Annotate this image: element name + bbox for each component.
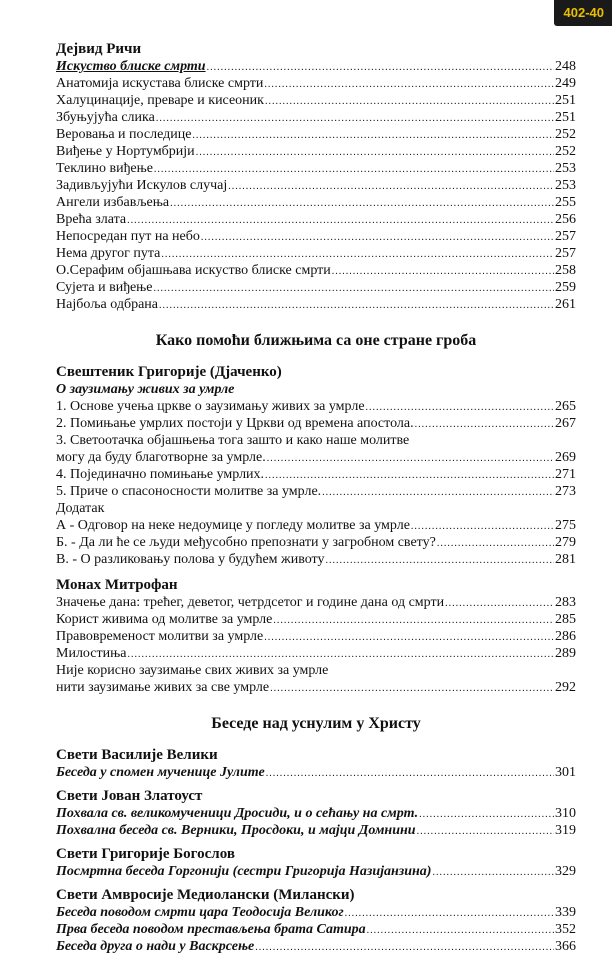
author-heading: Монах Митрофан — [56, 577, 178, 593]
toc-entry-page: 285 — [555, 612, 576, 627]
page-number-badge: 402-40 — [554, 0, 612, 26]
toc-entry-page: 286 — [555, 629, 576, 644]
toc-entry-page: 252 — [555, 127, 576, 142]
toc-entry-title: Беседа друга о нади у Васкрсење — [56, 939, 255, 954]
toc-entry-title: 1. Основе учења цркве о заузимању живих за умрле — [56, 399, 365, 414]
author-heading: Дејвид Ричи — [56, 41, 142, 57]
toc-entry-page: 267 — [555, 416, 576, 431]
toc-entry-title: Анатомија искустава блиске смрти — [56, 76, 264, 91]
dot-leader — [228, 178, 554, 195]
toc-entry-title: Виђење у Нортумбрији — [56, 144, 195, 159]
toc-entry-page: 256 — [555, 212, 576, 227]
toc-entry-page: 275 — [555, 518, 576, 533]
toc-entry-page: 258 — [555, 263, 576, 278]
toc-entry-title: Беседа поводом смрти цара Теодосија Великог — [56, 905, 344, 920]
toc-entry-first-line: 3. Светоотачка објашњења тога зашто и како наше молитве — [56, 433, 410, 448]
dot-leader — [437, 535, 554, 552]
dot-leader — [322, 484, 554, 501]
toc-entry-page: 281 — [555, 552, 576, 567]
dot-leader — [264, 629, 554, 646]
dot-leader — [367, 922, 554, 939]
toc-entry[interactable] — [56, 92, 576, 109]
dot-leader — [255, 939, 554, 956]
toc-entry-title: могу да буду благотворне за умрле. — [56, 450, 266, 465]
toc-entry[interactable] — [56, 228, 576, 245]
toc-entry-page: 253 — [555, 161, 576, 176]
toc-entry[interactable] — [56, 245, 576, 262]
toc-entry-page: 251 — [555, 110, 576, 125]
toc-entry-title: 2. Помињање умрлих постоји у Цркви од времена апостола. — [56, 416, 414, 431]
toc-entry[interactable] — [56, 211, 576, 228]
toc-entry-page: 252 — [555, 144, 576, 159]
toc-entry-title: Беседа у спомен мученице Јулите — [56, 765, 265, 780]
toc-entry[interactable] — [56, 534, 576, 551]
toc-entry-title: А - Одговор на неке недоумице у погледу молитве за умрле — [56, 518, 410, 533]
dot-leader — [207, 59, 554, 76]
toc-entry[interactable] — [56, 143, 576, 160]
author-heading: Свети Јован Златоуст — [56, 788, 203, 804]
toc-entry[interactable] — [56, 449, 576, 466]
toc-entry-page: 279 — [555, 535, 576, 550]
toc-entry-page: 339 — [555, 905, 576, 920]
toc-entry-title: Похвала св. великомученици Дросиди, и о сећању на смрт. — [56, 806, 419, 821]
sermon-groups — [56, 746, 576, 955]
toc-entry[interactable] — [56, 628, 576, 645]
toc-entry[interactable] — [56, 679, 576, 696]
dot-leader — [156, 110, 554, 127]
toc-entry[interactable] — [56, 58, 576, 75]
author-heading: Свети Григорије Богослов — [56, 846, 235, 862]
toc-entry-first-line: Није корисно заузимање свих живих за умрле — [56, 663, 329, 678]
appendix-label: Додатак — [56, 501, 105, 516]
dot-leader — [196, 144, 554, 161]
toc-entry-page: 310 — [555, 806, 576, 821]
dot-leader — [154, 280, 554, 297]
toc-entry-title: Врећа злата — [56, 212, 127, 227]
dot-leader — [127, 646, 554, 663]
toc-entry-title: Правовременост молитви за умрле — [56, 629, 264, 644]
toc-entry[interactable] — [56, 75, 576, 92]
toc-entry[interactable] — [56, 296, 576, 313]
toc-entry-title: Милостиња — [56, 646, 127, 661]
dot-leader — [154, 161, 554, 178]
toc-entry[interactable] — [56, 551, 576, 568]
toc-entry-page: 271 — [555, 467, 576, 482]
toc-entry-list — [56, 75, 576, 313]
toc-entry[interactable] — [56, 645, 576, 662]
toc-entry-list — [56, 594, 576, 662]
toc-entry[interactable] — [56, 517, 576, 534]
toc-entry-title: В. - О разликовању полова у будућем животу — [56, 552, 325, 567]
section-title: Како помоћи ближњима са оне стране гроба — [155, 332, 477, 349]
toc-entry-page: 289 — [555, 646, 576, 661]
toc-entry-list — [56, 517, 576, 568]
dot-leader — [265, 467, 554, 484]
toc-entry-title: Посмртна беседа Горгонији (сестри Григорија Назијанзина) — [56, 864, 432, 879]
dot-leader — [270, 680, 554, 697]
toc-entry-title: Искуство блиске смрти — [56, 59, 206, 74]
toc-entry-page: 283 — [555, 595, 576, 610]
toc-entry[interactable] — [56, 109, 576, 126]
toc-entry[interactable] — [56, 160, 576, 177]
toc-entry-page: 329 — [555, 864, 576, 879]
dot-leader — [192, 127, 554, 144]
toc-entry-title: 4. Појединачно помињање умрлих. — [56, 467, 265, 482]
toc-entry[interactable] — [56, 466, 576, 483]
toc-entry[interactable] — [56, 126, 576, 143]
author-heading: Свештеник Григорије (Дјаченко) — [56, 364, 282, 380]
dot-leader — [170, 195, 554, 212]
toc-entry[interactable] — [56, 483, 576, 500]
toc-entry-page: 366 — [555, 939, 576, 954]
toc-entry[interactable] — [56, 822, 576, 839]
toc-entry-title: Корист живима од молитве за умрле — [56, 612, 273, 627]
toc-entry[interactable] — [56, 398, 576, 415]
toc-entry-title: Нема другог пута — [56, 246, 161, 261]
toc-entry[interactable] — [56, 805, 576, 822]
dot-leader — [267, 450, 554, 467]
dot-leader — [266, 765, 554, 782]
toc-entry-title: Непосредан пут на небо — [56, 229, 200, 244]
dot-leader — [273, 612, 554, 629]
dot-leader — [419, 806, 554, 823]
toc-entry-title: Теклино виђење — [56, 161, 153, 176]
toc-entry-title: Ангели избављења — [56, 195, 170, 210]
toc-entry-page: 255 — [555, 195, 576, 210]
toc-entry-page: 249 — [555, 76, 576, 91]
toc-entry-title: Збуњујућа слика — [56, 110, 155, 125]
toc-entry-page: 273 — [555, 484, 576, 499]
toc-entry-title: Сујета и виђење — [56, 280, 153, 295]
toc-entry-page: 251 — [555, 93, 576, 108]
toc-entry-title: Халуцинације, преваре и кисеоник — [56, 93, 264, 108]
dot-leader — [411, 518, 554, 535]
dot-leader — [127, 212, 554, 229]
toc-entry-page: 301 — [555, 765, 576, 780]
dot-leader — [161, 246, 554, 263]
toc-entry-title: Значење дана: трећег, деветог, четрдсетог и године дана од смрти — [56, 595, 445, 610]
dot-leader — [417, 823, 554, 840]
toc-entry-page: 265 — [555, 399, 576, 414]
toc-entry-page: 259 — [555, 280, 576, 295]
toc-entry[interactable] — [56, 262, 576, 279]
toc-entry-title: Похвална беседа св. Верники, Просдоки, и мајци Домнини — [56, 823, 416, 838]
toc-entry-title: Задивљујући Искулов случај — [56, 178, 228, 193]
toc-entry[interactable] — [56, 904, 576, 921]
author-heading: Свети Амвросије Медиолански (Милански) — [56, 887, 355, 903]
table-of-contents — [56, 40, 576, 955]
toc-entry-list — [56, 466, 576, 500]
dot-leader — [332, 263, 554, 280]
toc-entry-page: 269 — [555, 450, 576, 465]
author-heading: Свети Василије Велики — [56, 747, 218, 763]
toc-entry-page: 292 — [555, 680, 576, 695]
toc-entry-page: 248 — [555, 59, 576, 74]
toc-entry-page: 261 — [555, 297, 576, 312]
toc-entry[interactable] — [56, 863, 576, 880]
toc-entry-title: 5. Приче о спасоносности молитве за умрле. — [56, 484, 322, 499]
toc-entry[interactable] — [56, 594, 576, 611]
toc-entry[interactable] — [56, 415, 576, 432]
dot-leader — [159, 297, 554, 314]
dot-leader — [201, 229, 554, 246]
toc-entry-title: Најбоља одбрана — [56, 297, 158, 312]
dot-leader — [445, 595, 554, 612]
dot-leader — [264, 76, 554, 93]
toc-entry-title: О.Серафим објашњава искуство блиске смрти — [56, 263, 331, 278]
toc-entry[interactable] — [56, 764, 576, 781]
subheading: О заузимању живих за умрле — [56, 382, 235, 397]
dot-leader — [265, 93, 554, 110]
toc-entry-title: Б. - Да ли ће се људи међусобно препознати у загробном свету? — [56, 535, 436, 550]
toc-entry[interactable] — [56, 938, 576, 955]
dot-leader — [345, 905, 554, 922]
toc-entry[interactable] — [56, 279, 576, 296]
dot-leader — [325, 552, 554, 569]
toc-entry-page: 253 — [555, 178, 576, 193]
toc-entry-page: 352 — [555, 922, 576, 937]
dot-leader — [432, 864, 554, 881]
toc-entry-page: 257 — [555, 246, 576, 261]
toc-entry-list — [56, 398, 576, 432]
toc-entry-title: Веровања и последице — [56, 127, 192, 142]
dot-leader — [366, 399, 554, 416]
toc-entry-page: 319 — [555, 823, 576, 838]
toc-entry[interactable] — [56, 194, 576, 211]
toc-entry-title: Прва беседа поводом престављења брата Сатира — [56, 922, 366, 937]
toc-entry[interactable] — [56, 177, 576, 194]
toc-entry-title: нити заузимање живих за све умрле — [56, 680, 270, 695]
toc-entry[interactable] — [56, 611, 576, 628]
toc-entry-page: 257 — [555, 229, 576, 244]
dot-leader — [415, 416, 554, 433]
section-title: Беседе над уснулим у Христу — [211, 715, 421, 732]
